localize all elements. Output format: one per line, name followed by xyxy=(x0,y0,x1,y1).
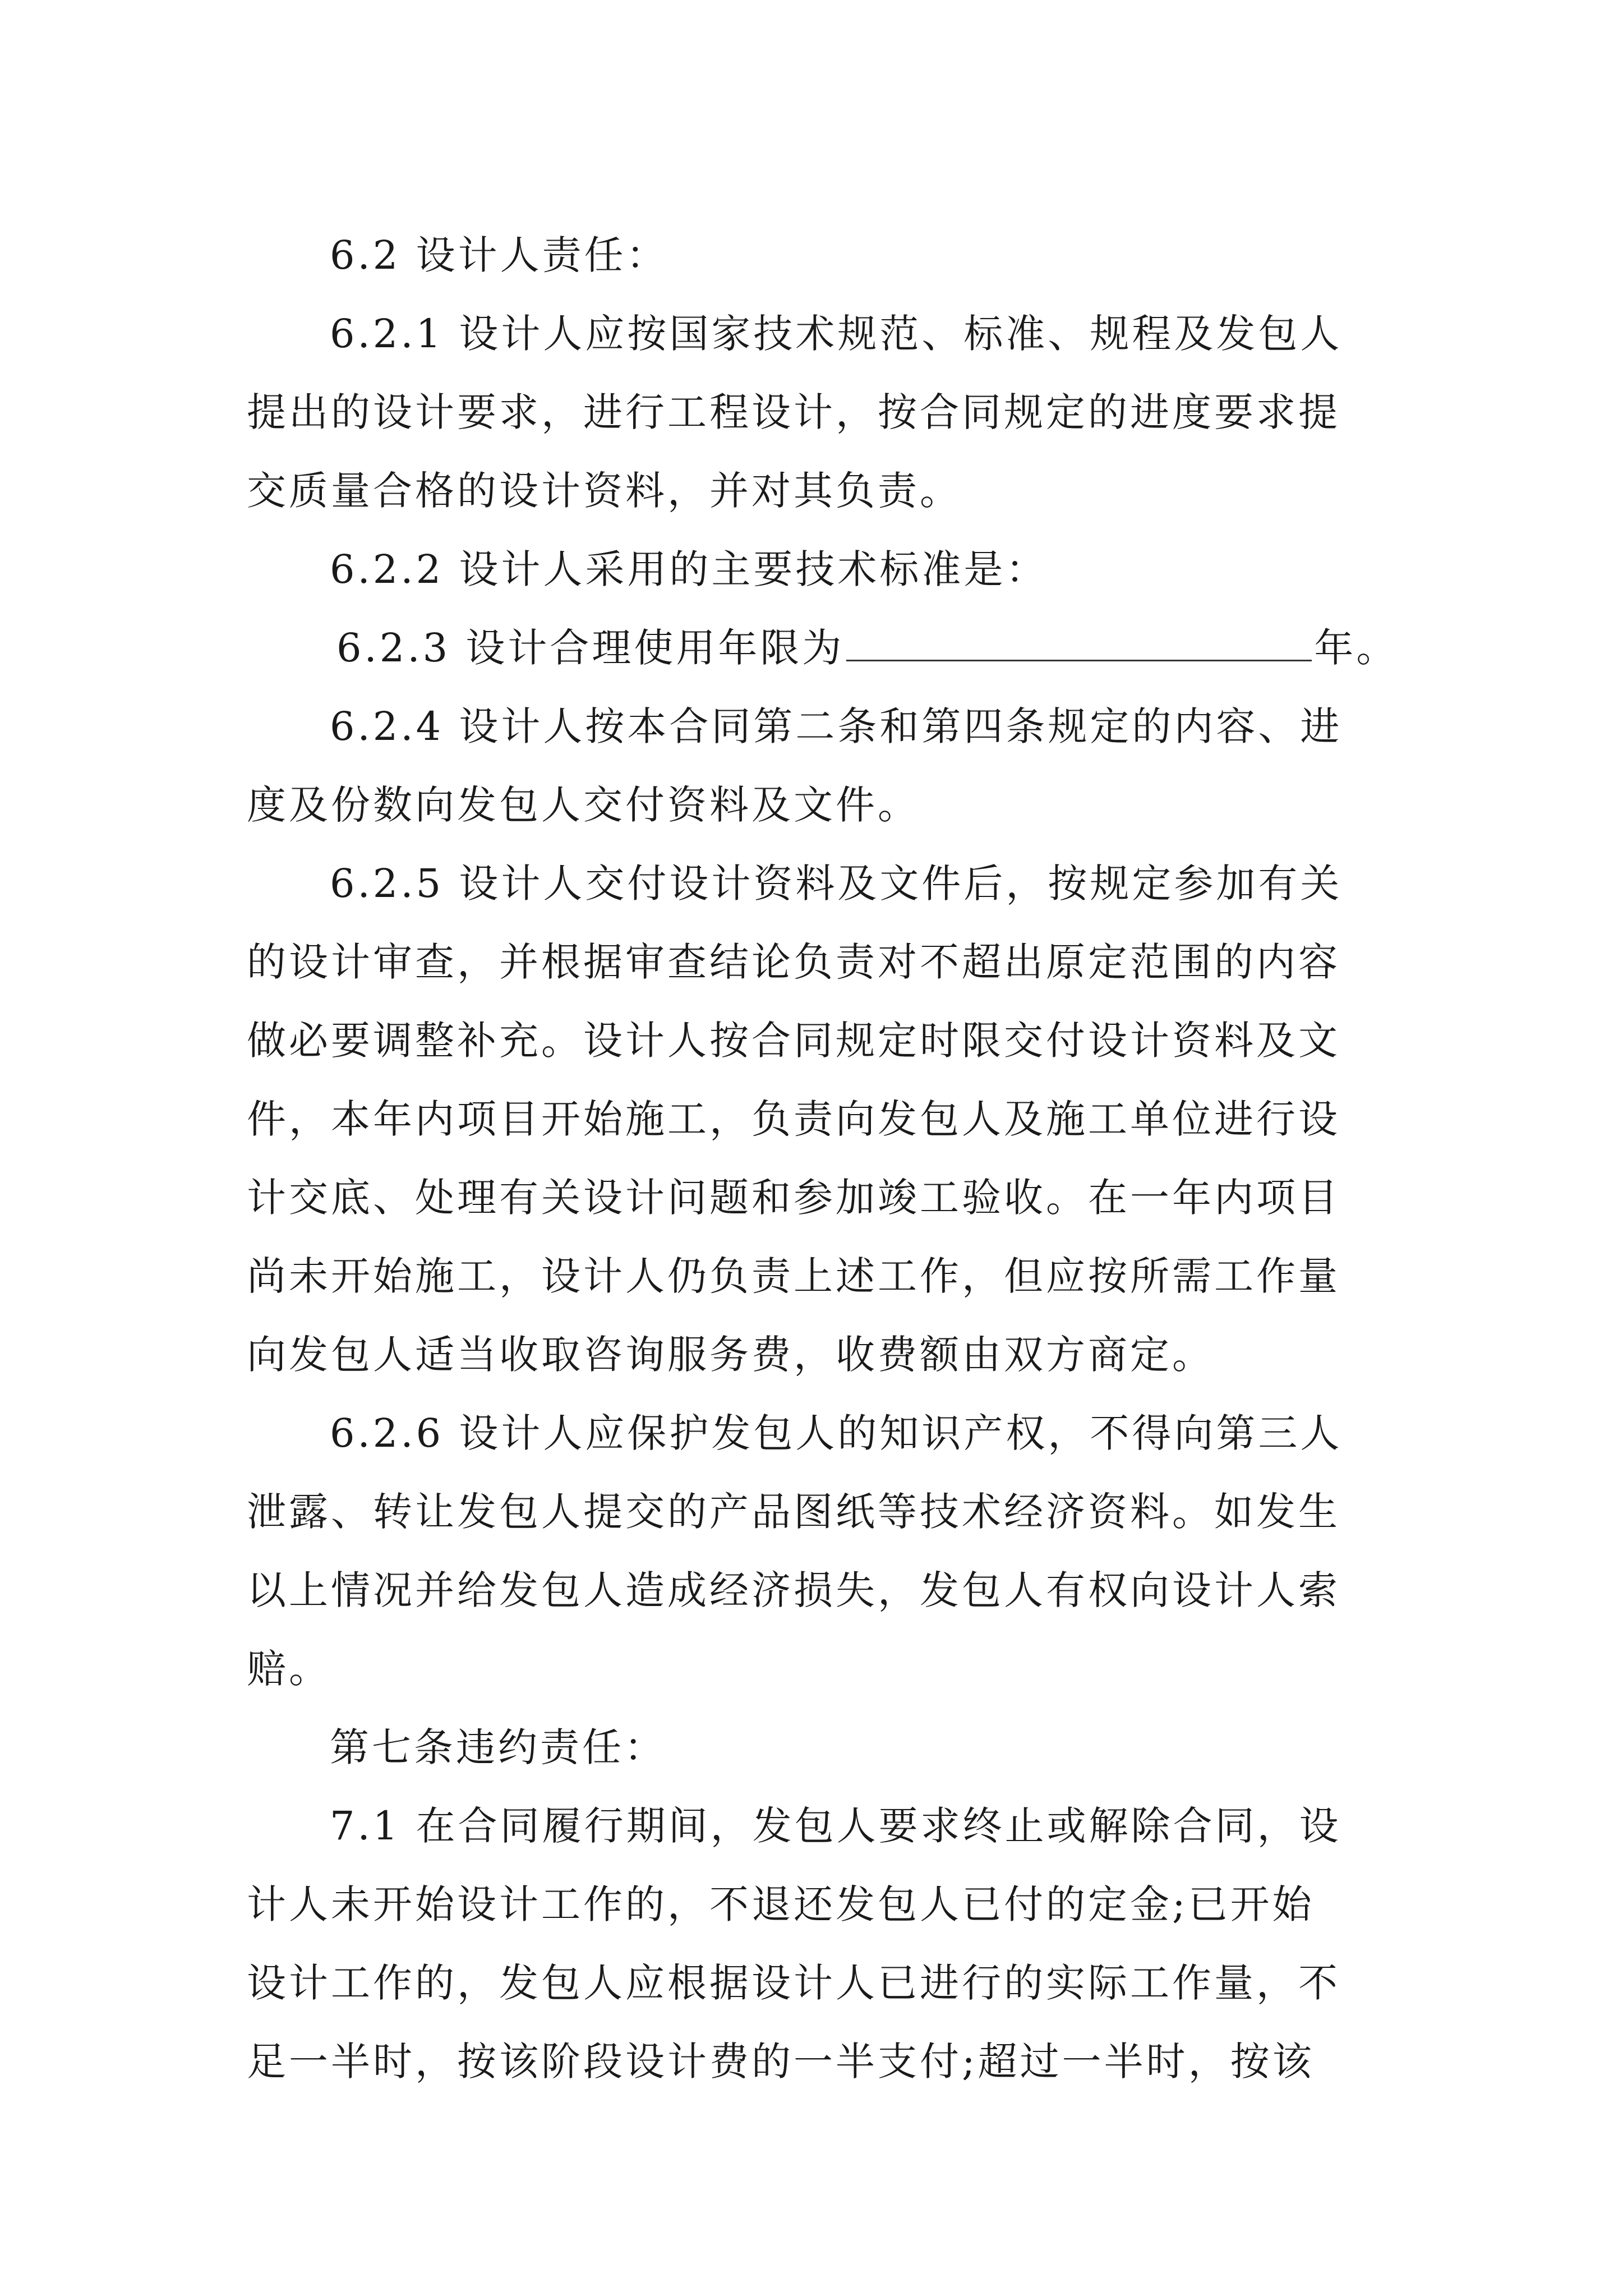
text-line: 第七条违约责任： xyxy=(330,1724,666,1770)
clause-6-2-1 xyxy=(247,295,1391,530)
clause-6-2-6 xyxy=(247,1394,1391,1708)
text-line: 6.2.6 设计人应保护发包人的知识产权，不得向第三人 xyxy=(330,1410,1343,1456)
clause-6-2-3-prefix: 6.2.3 设计合理使用年限为 xyxy=(336,625,845,671)
text-line: 足一半时，按该阶段设计费的一半支付;超过一半时，按该 xyxy=(247,2039,1315,2085)
clause-6-2-3 xyxy=(247,609,1399,687)
text-line: 度及份数向发包人交付资料及文件。 xyxy=(247,782,920,828)
text-line: 向发包人适当收取咨询服务费，收费额由双方商定。 xyxy=(247,1332,1214,1378)
fill-in-blank xyxy=(846,625,1312,661)
text-line: 6.2 设计人责任： xyxy=(330,232,668,278)
text-line: 6.2.5 设计人交付设计资料及文件后，按规定参加有关 xyxy=(330,861,1343,907)
text-line xyxy=(247,609,1399,687)
clause-6-2-2 xyxy=(247,530,1391,609)
section-heading-6-2 xyxy=(247,216,1391,295)
text-line: 赔。 xyxy=(247,1646,331,1692)
text-line: 的设计审查，并根据审查结论负责对不超出原定范围的内容 xyxy=(247,939,1340,985)
document-body xyxy=(247,216,1399,2101)
text-line: 泄露、转让发包人提交的产品图纸等技术经济资料。如发生 xyxy=(247,1489,1340,1535)
article-7-heading xyxy=(247,1708,1391,1787)
clause-6-2-3-suffix: 年。 xyxy=(1314,625,1399,671)
text-line: 提出的设计要求，进行工程设计，按合同规定的进度要求提 xyxy=(247,389,1340,435)
text-line: 6.2.4 设计人按本合同第二条和第四条规定的内容、进 xyxy=(330,703,1343,749)
text-line: 交质量合格的设计资料，并对其负责。 xyxy=(247,468,962,514)
clause-7-1 xyxy=(247,1787,1391,2101)
text-line: 设计工作的，发包人应根据设计人已进行的实际工作量，不 xyxy=(247,1960,1340,2006)
clause-6-2-4 xyxy=(247,687,1391,844)
text-line: 6.2.1 设计人应按国家技术规范、标准、规程及发包人 xyxy=(330,311,1343,357)
text-line: 7.1 在合同履行期间，发包人要求终止或解除合同，设 xyxy=(330,1803,1341,1849)
text-line: 尚未开始施工，设计人仍负责上述工作，但应按所需工作量 xyxy=(247,1253,1340,1299)
clause-6-2-5 xyxy=(247,844,1391,1394)
text-line: 件，本年内项目开始施工，负责向发包人及施工单位进行设 xyxy=(247,1096,1340,1142)
text-line: 以上情况并给发包人造成经济损失，发包人有权向设计人索 xyxy=(247,1567,1340,1613)
text-line: 计人未开始设计工作的，不退还发包人已付的定金;已开始 xyxy=(247,1881,1315,1927)
text-line: 6.2.2 设计人采用的主要技术标准是： xyxy=(330,546,1048,592)
text-line: 计交底、处理有关设计问题和参加竣工验收。在一年内项目 xyxy=(247,1175,1340,1221)
text-line: 做必要调整补充。设计人按合同规定时限交付设计资料及文 xyxy=(247,1018,1340,1064)
